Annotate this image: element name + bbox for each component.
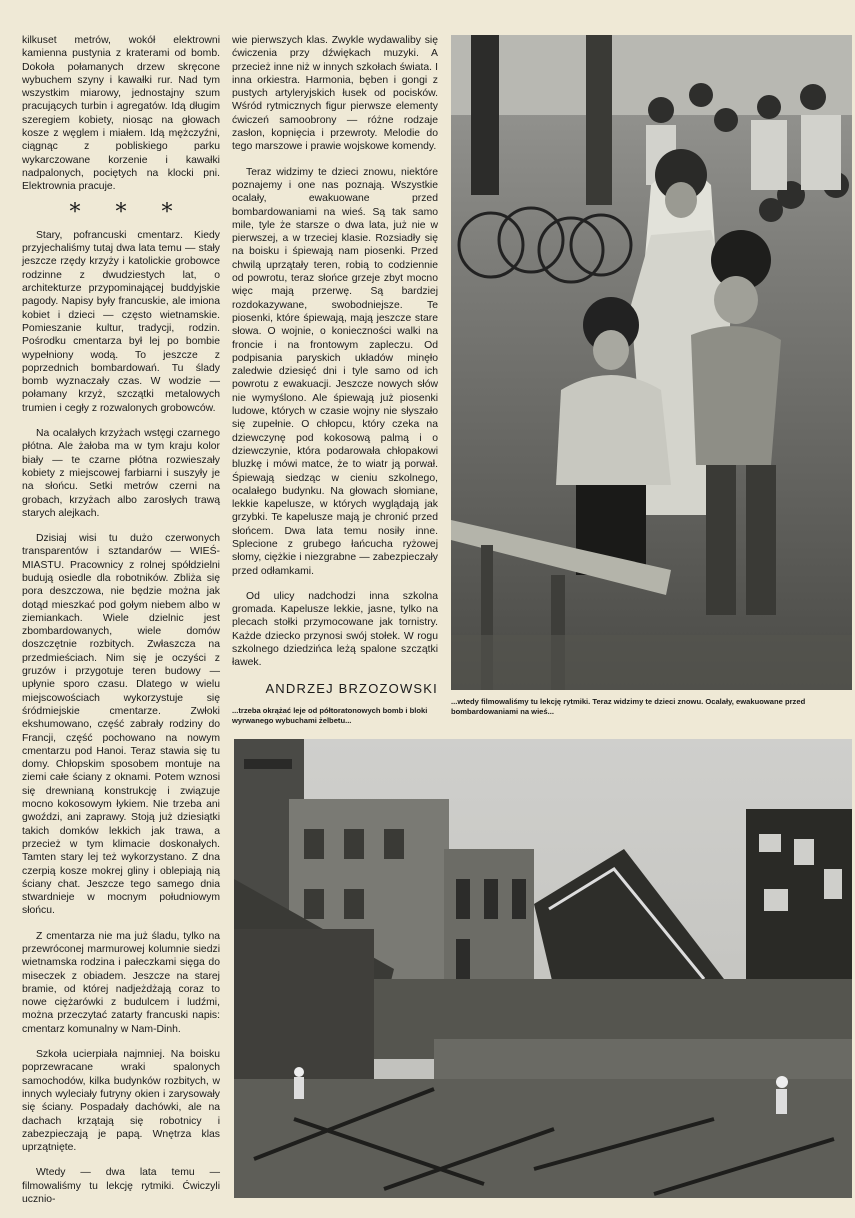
article-column-2 [232,34,438,695]
paragraph: kilkuset metrów, wokół elektrowni kamienna pustynia z kraterami od bomb. Dokoła połamanych drzew skręcone wybuchem szyny i kawałki rur. Nad tym wszystkim miarowy, jednostajny szum pracujących turbin i agregatów. Idą długim szeregiem kobiety, niosąc na głowach kosze z węglem i miałem. Idą mężczyźni, ciągnąc z pobliskiego parku wykarczowane korzenie i kawałki nadpalonych, pociętych na klocki pni. Elektrownia pracuje. [22,35,220,193]
paragraph: Szkoła ucierpiała najmniej. Na boisku poprzewracane wraki spalonych samochodów, kilka budynków rozbitych, w innych wyleciały futryny okien i zarysowały się ściany. Pospadały dachówki, ale na dachach krzątają się robotnicy i zabezpieczają je papą. Wnętrza klas uprzątnięte. [22,1049,220,1154]
paragraph: Stary, pofrancuski cmentarz. Kiedy przyjechaliśmy tutaj dwa lata temu — stały jeszcze rzędy krzyży i katolickie grobowce rodzinne z dwudziestych lat, o architekturze przypominającej buddyjskie pagody. Napisy były francuskie, ale imiona kobiet i dzieci — często wietnamskie. Pomieszanie kultur, tradycji, rodzin. Pośrodku cmentarza był lej po bombie wypełniony wodą. To jeszcze z poprzednich bombardowań. Tu ślady bomb wyznaczały czas. W wodzie — połamany krzyż, szczątki metalowych trumien i cegły z rozwalonych grobowców. [22,229,220,414]
author-byline: ANDRZEJ BRZOZOWSKI [265,680,438,696]
photo-ruins-image [234,739,852,1198]
photo-children-image [451,35,852,690]
paragraph: Z cmentarza nie ma już śladu, tylko na przewróconej marmurowej kolumnie siedzi wietnamska rodzina i pałeczkami sięga do miseczek z obiadem. Jeszcze na starej bramie, od której nadjeżdżają coraz to nowe ciężarówki z budulcem i ludźmi, można przeczytać zatarty francuski napis: cmentarz komunalny w Nam-Dinh. [22,930,220,1035]
photo-children [451,35,852,690]
caption-children: ...wtedy filmowaliśmy tu lekcję rytmiki. Teraz widzimy te dzieci znowu. Ocalały, ewakuowane przed bombardowaniami na wieś... [451,697,806,716]
paragraph: Wtedy — dwa lata temu — filmowaliśmy tu lekcję rytmiki. Ćwiczyli ucznio- [22,1167,220,1206]
caption-ruins: ...trzeba okrążać leje od półtoratonowych bomb i bloki wyrwanego wybuchami żelbetu... [232,706,428,725]
section-separator: * * * [69,199,187,225]
paragraph: Na ocalałych krzyżach wstęgi czarnego płótna. Ale żałoba ma w tym kraju kolor biały — te czarne płótna rozwieszały kobiety z miejscowej farbiarni i suszyły je na słońcu. Setki metrów czerni na grobach, krzyżach albo zarosłych trawą starych alejkach. [22,428,220,519]
paragraph: Teraz widzimy te dzieci znowu, niektóre poznajemy i one nas poznają. Wszystkie ocalały, ewakuowane przed bombardowaniami na wieś. Są tak samo mile, tyle że starsze o dwa lata, już nie w pierwszej, a w trzeciej klasie. Rozsiadły się na boisku i śpiewają nam piosenki. Przed chwilą uprzątały teren, robią to codziennie od powrotu, teraz słońce grzeje zbyt mocno więc mają przerwę. Są bardziej rozdokazywane, swobodniejsze. Te piosenki, które śpiewają, mają jeszcze stare słowa. O wojnie, o konieczności walki na froncie i na frontowym zapleczu. Od podpisania paryskich układów minęło zaledwie dziesięć dni i tyle samo od ich powrotu z ewakuacji. Jeszcze nowych słów nie wymyślono. Ale śpiewają już piosenki ludowe, których w czasie wojny nie słyszało się zupełnie. O chłopcu, który czeka na dziewczynę pod kokosową palmą i o dziewczynie, która podarowała chłopakowi bluzkę i mówi matce, że to wiatr ją porwał. Śpiewają siedząc w cieniu szkolnego, ocalałego budynku. Na głowach słomiane, lekkie kapelusze, w których wyglądają jak grzybki. Te kapelusze mają je chronić przed słońcem. Dwa lata temu nosiły inne. Splecione z grubego łańcucha ryżowej słomy, ciężkie i niezgrabne — zabezpieczały przed odłamkami. [232,166,438,577]
photo-ruins [234,739,852,1198]
paragraph: Od ulicy nadchodzi inna szkolna gromada. Kapelusze lekkie, jasne, tylko na plecach stołki przymocowane jak tornistry. Każde dziecko przynosi swój stołek. W rogu szkolnego dziedzińca leżą spalone szczątki ławek. [232,590,438,669]
paragraph: Dzisiaj wisi tu dużo czerwonych transparentów i sztandarów — WIEŚ-MIASTU. Pracownicy z rolnej spółdzielni budują osiedle dla robotników. Zbliża się pora deszczowa, nie będzie można jak dotąd mieszkać pod gołym niebem albo w ziemiankach. Wiele dzielnic jest zbombardowanych, wiele domów doszczętnie rozbitych. Zwłaszcza na przedmieściach. Nim się je oczyści z gruzów i przygotuje teren budowy — upłynie sporo czasu. Dlatego w wielu miejscowościach wykorzystuje się śródmiejskie cmentarze. Zwłoki ekshumowano, część zabrały rodziny do Francji, część pochowano na nowym cmentarzu pod Hanoi. Teraz stawia się tu domy. Chłopskim sposobem montuje na ziemi całe ściany z oknami. Potem wznosi się drewnianą konstrukcję i związuje mocno kokosowym łykiem. Nie trzeba ani gwoździ, ani zaprawy. Stoją już dziesiątki takich domków lekkich jak trawa, a przecież w tym klimacie doskonałych. Tamten stary lej też wykorzystano. Z dna czerpią kosze mokrej gliny i oblepiają nią ściany chat. Jeszcze tego samego dnia stwardnieje w mocnym południowym słońcu. [22,533,220,917]
article-column-1 [22,34,220,1218]
paragraph: wie pierwszych klas. Zwykle wydawaliby się ćwiczenia przy dźwiękach muzyki. A przecież inne niż w innych szkołach świata. I inna orkiestra. Harmonia, bęben i gongi z pustych artyleryjskich łusek od pocisków. Wśród rytmicznych figur pierwsze elementy ćwiczeń samoobrony — różne rodzaje zasłon, kopnięcia i przewroty. Melodie do tego marszowe i prawie wojskowe komendy. [232,35,438,153]
